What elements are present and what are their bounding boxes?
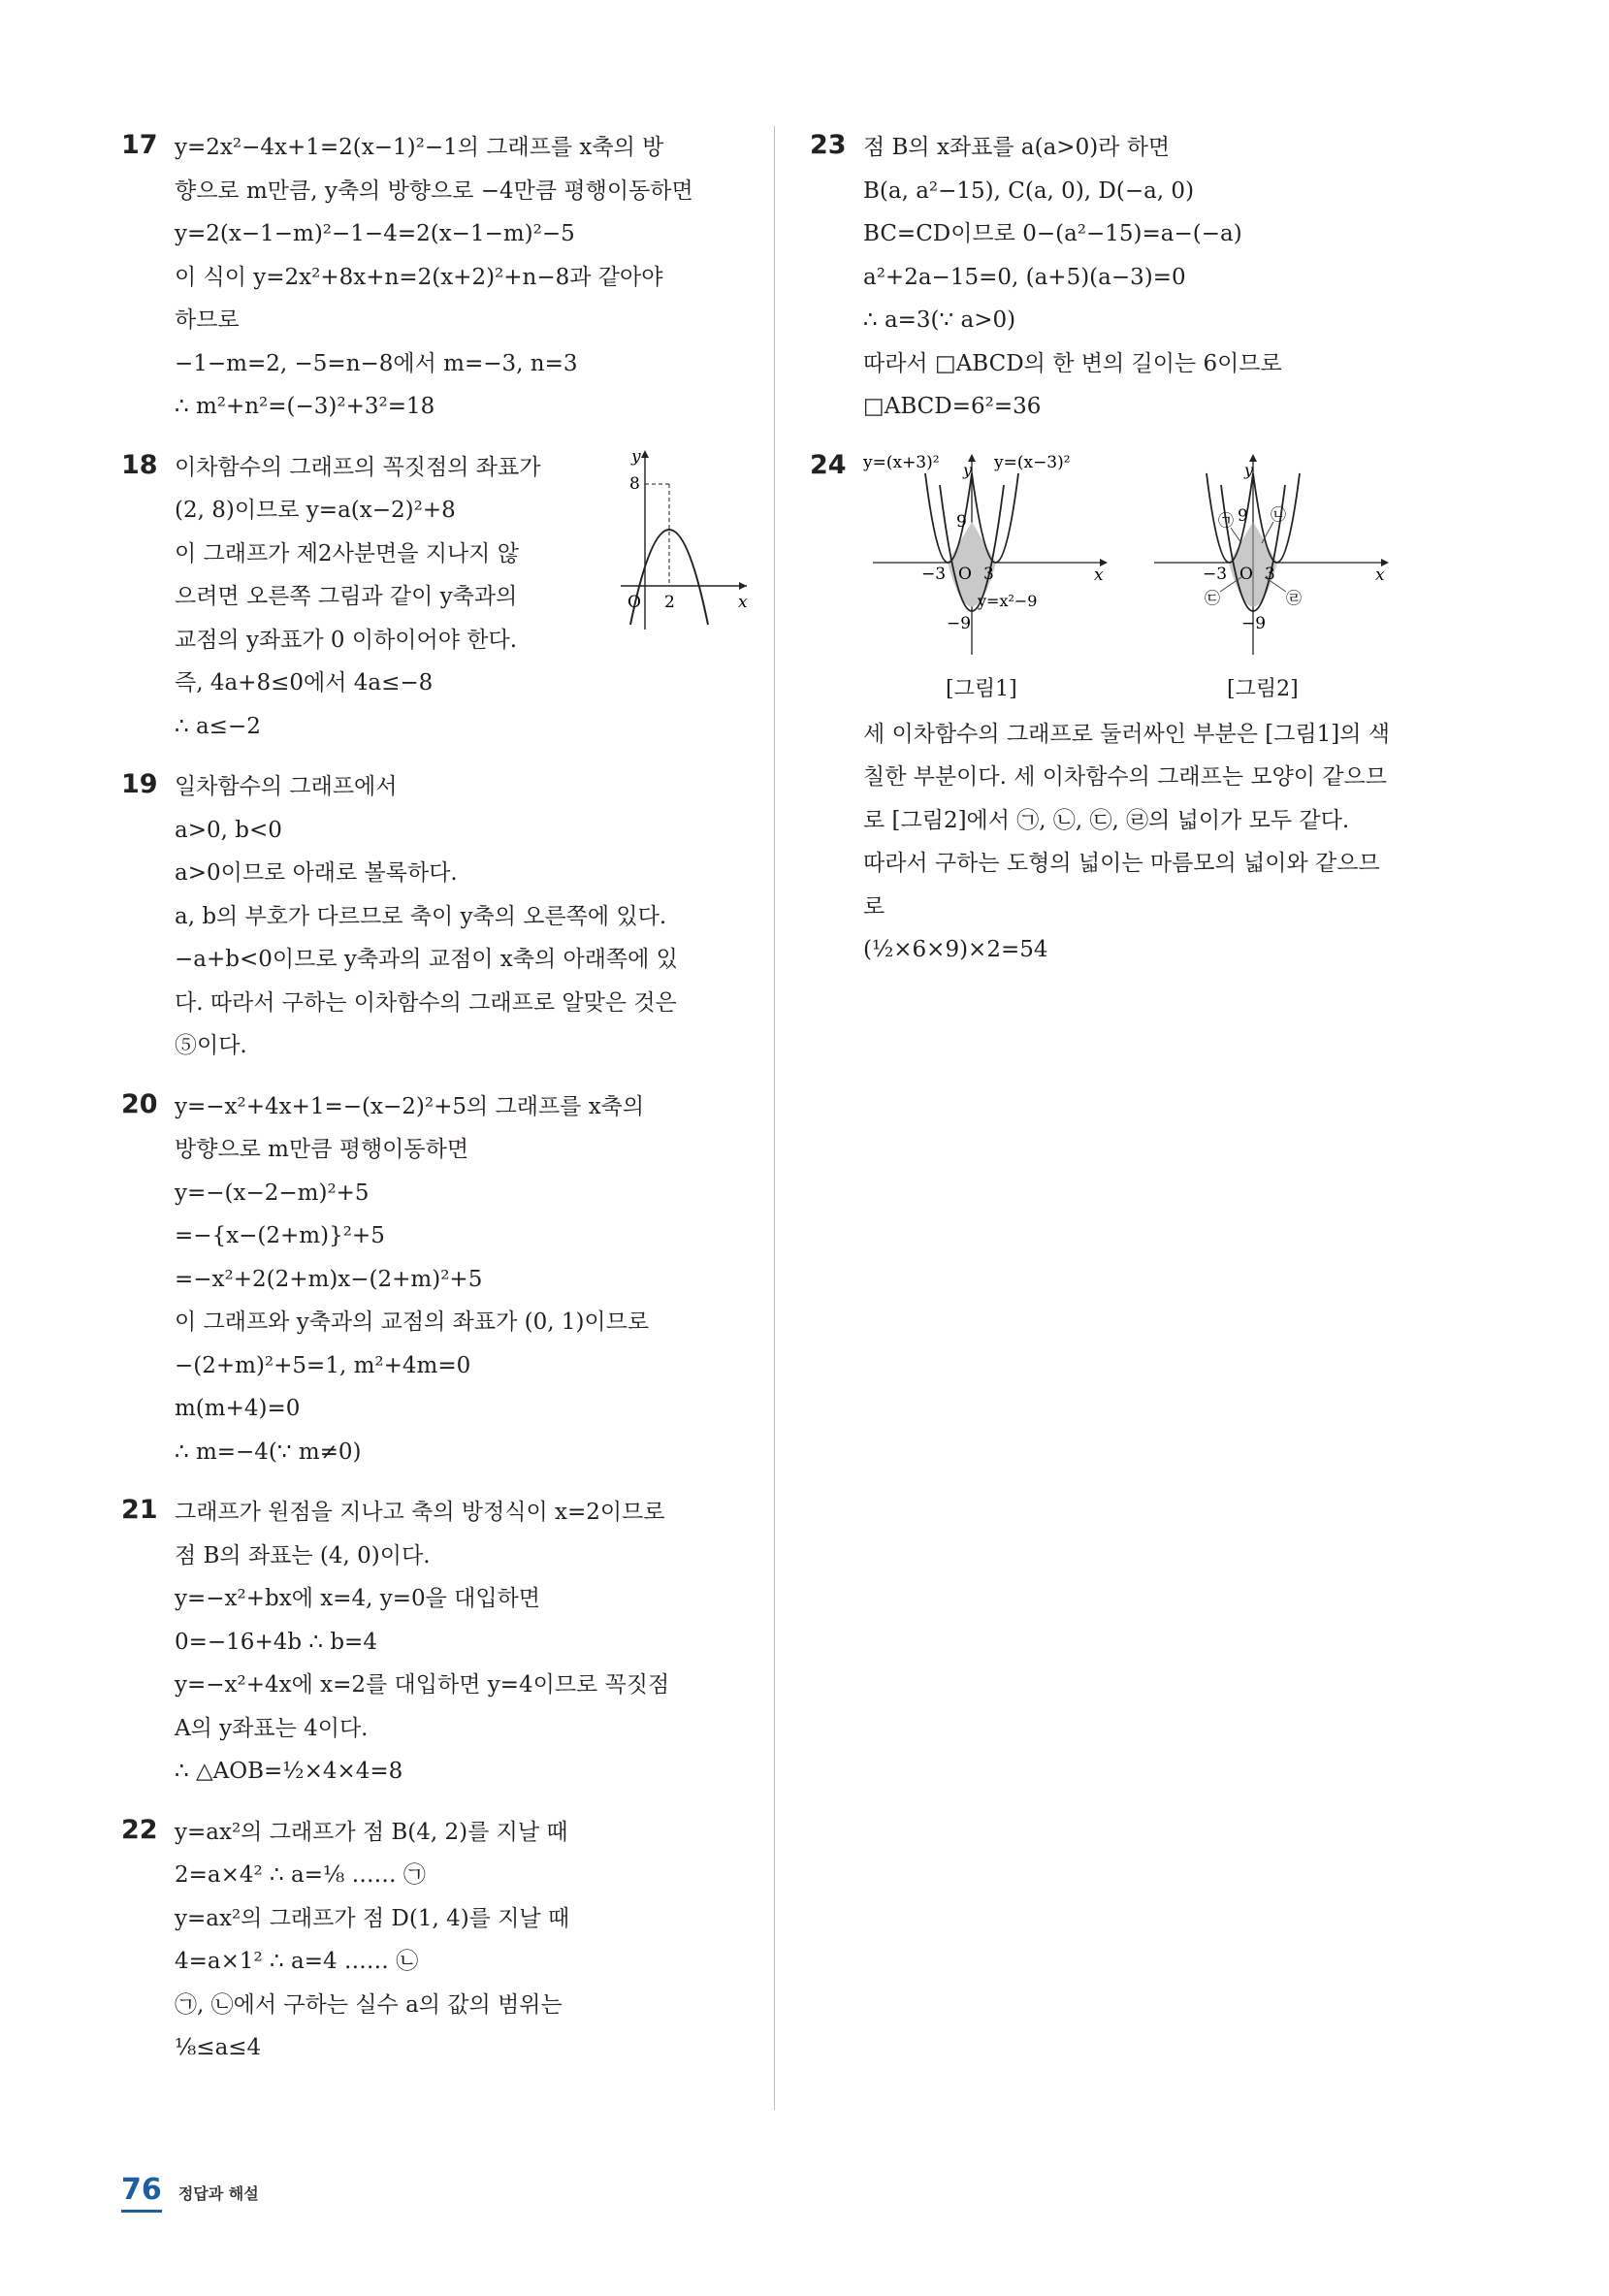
problem-number: 19 — [121, 769, 158, 799]
problem-number: 20 — [121, 1088, 158, 1119]
origin-label: O — [628, 592, 641, 612]
parabola-figure-18 — [616, 440, 752, 634]
solution-line: 0=−16+4b ∴ b=4 — [175, 1629, 377, 1655]
region-marker: ㉡ — [1271, 504, 1287, 524]
footer-label: 정답과 해설 — [177, 2184, 259, 2203]
solution-line: y=−x²+4x에 x=2를 대입하면 y=4이므로 꼭짓점 — [175, 1672, 670, 1698]
solution-line: 으려면 오른쪽 그림과 같이 y축과의 — [175, 584, 518, 609]
left-column — [121, 126, 748, 2087]
problem-17 — [121, 126, 742, 429]
solution-line: y=−x²+4x+1=−(x−2)²+5의 그래프를 x축의 — [175, 1093, 645, 1119]
problem-21 — [121, 1491, 742, 1794]
solution-line: y=−(x−2−m)²+5 — [175, 1180, 370, 1206]
solution-line: (½×6×9)×2=54 — [863, 937, 1048, 962]
solution-line: −a+b<0이므로 y축과의 교점이 x축의 아래쪽에 있 — [175, 947, 678, 972]
region-marker: ㉣ — [1286, 588, 1303, 607]
y-axis-label: y — [963, 460, 973, 479]
x-axis-label: x — [1375, 565, 1385, 585]
curve-label: y=(x−3)² — [994, 452, 1071, 472]
page-number: 76 — [121, 2173, 162, 2207]
solution-line: =−x²+2(2+m)x−(2+m)²+5 — [175, 1266, 483, 1292]
solution-line: ⅛≤a≤4 — [175, 2035, 262, 2060]
figure-2-caption: [그림2] — [1227, 676, 1299, 701]
column-divider — [774, 126, 775, 2110]
origin-label: O — [1239, 564, 1253, 584]
tick-label: −9 — [947, 613, 972, 633]
solution-line: ∴ a≤−2 — [175, 713, 261, 739]
region-marker: ㉢ — [1205, 588, 1221, 607]
solution-line: ⑤이다. — [175, 1033, 247, 1058]
problem-number: 21 — [121, 1495, 158, 1525]
tick-label: −3 — [921, 564, 947, 584]
page-footer — [121, 2173, 259, 2207]
solution-line: 점 B의 x좌표를 a(a>0)라 하면 — [863, 135, 1171, 160]
tick-label: 9 — [1238, 505, 1248, 526]
solution-line: 하므로 — [175, 307, 240, 333]
problem-number: 18 — [121, 449, 158, 480]
x-axis-label: x — [738, 592, 748, 612]
figure-2 — [1144, 446, 1397, 660]
problem-number: 23 — [810, 130, 847, 160]
solution-line: a>0, b<0 — [175, 817, 282, 843]
solution-line: 이 식이 y=2x²+8x+n=2(x+2)²+n−8과 같아야 — [175, 264, 663, 290]
tick-label: 8 — [629, 473, 640, 494]
solution-line: a²+2a−15=0, (a+5)(a−3)=0 — [863, 264, 1186, 290]
problem-number: 17 — [121, 130, 158, 160]
solution-line: BC=CD이므로 0−(a²−15)=a−(−a) — [863, 221, 1242, 246]
solution-line: 이차함수의 그래프의 꼭짓점의 좌표가 — [175, 454, 541, 480]
solution-line: 2=a×4² ∴ a=⅛ …… ㉠ — [175, 1862, 426, 1888]
solution-line: ∴ △AOB=½×4×4=8 — [175, 1759, 403, 1784]
region-marker: ㉠ — [1218, 510, 1235, 530]
solution-line: 향으로 m만큼, y축의 방향으로 −4만큼 평행이동하면 — [175, 178, 693, 204]
solution-line: 그래프가 원점을 지나고 축의 방정식이 x=2이므로 — [175, 1500, 665, 1525]
right-column — [810, 126, 1431, 989]
tick-label: 2 — [664, 592, 675, 612]
tick-label: −3 — [1203, 564, 1228, 584]
solution-line: 점 B의 좌표는 (4, 0)이다. — [175, 1542, 431, 1568]
problem-18 — [121, 446, 748, 749]
solution-line: 칠한 부분이다. 세 이차함수의 그래프는 모양이 같으므 — [863, 764, 1387, 790]
solution-line: 따라서 구하는 도형의 넓이는 마름모의 넓이와 같으므 — [863, 851, 1380, 876]
solution-line: a, b의 부호가 다르므로 축이 y축의 오른쪽에 있다. — [175, 903, 667, 929]
solution-line: 일차함수의 그래프에서 — [175, 774, 398, 799]
solution-line: y=ax²의 그래프가 점 D(1, 4)를 지날 때 — [175, 1905, 570, 1931]
solution-line: =−{x−(2+m)}²+5 — [175, 1223, 385, 1248]
solution-line: y=2x²−4x+1=2(x−1)²−1의 그래프를 x축의 방 — [175, 135, 664, 160]
page-number-underline — [121, 2210, 162, 2213]
curve-label: y=(x+3)² — [863, 452, 940, 472]
tick-label: 3 — [983, 564, 994, 584]
problem-23 — [810, 126, 1431, 429]
solution-line: −(2+m)²+5=1, m²+4m=0 — [175, 1352, 471, 1378]
problem-24 — [810, 446, 1431, 972]
problem-20 — [121, 1085, 742, 1474]
solution-line: 로 — [863, 893, 885, 920]
solution-line: 4=a×1² ∴ a=4 …… ㉡ — [175, 1949, 419, 1974]
solution-line: □ABCD=6²=36 — [863, 394, 1042, 419]
solution-line: ㉠, ㉡에서 구하는 실수 a의 값의 범위는 — [175, 1991, 563, 2018]
solution-line: 즉, 4a+8≤0에서 4a≤−8 — [175, 670, 434, 695]
tick-label: 3 — [1265, 564, 1275, 584]
origin-label: O — [958, 564, 972, 584]
y-axis-label: y — [1244, 460, 1254, 479]
solution-line: ∴ m²+n²=(−3)²+3²=18 — [175, 394, 435, 419]
solution-line: ∴ m=−4(∵ m≠0) — [175, 1439, 362, 1465]
solution-line: B(a, a²−15), C(a, 0), D(−a, 0) — [863, 178, 1195, 204]
problem-number: 22 — [121, 1814, 158, 1845]
figure-1-caption: [그림1] — [946, 676, 1017, 701]
y-axis-label: y — [631, 446, 641, 467]
problem-19 — [121, 765, 742, 1068]
curve-label: y=x²−9 — [978, 591, 1038, 610]
tick-label: 9 — [956, 511, 967, 532]
problem-22 — [121, 1811, 742, 2070]
solution-line: 이 그래프와 y축과의 교점의 좌표가 (0, 1)이므로 — [175, 1310, 650, 1335]
solution-line: −1−m=2, −5=n−8에서 m=−3, n=3 — [175, 350, 578, 376]
solution-line: 세 이차함수의 그래프로 둘러싸인 부분은 [그림1]의 색 — [863, 721, 1391, 747]
problem-number: 24 — [810, 449, 847, 480]
x-axis-label: x — [1094, 565, 1104, 585]
solution-line: (2, 8)이므로 y=a(x−2)²+8 — [175, 498, 456, 523]
solution-line: A의 y좌표는 4이다. — [175, 1715, 369, 1741]
solution-line: y=2(x−1−m)²−1−4=2(x−1−m)²−5 — [175, 221, 575, 246]
figure-group-24 — [863, 446, 1431, 713]
tick-label: −9 — [1241, 613, 1267, 633]
solution-line: a>0이므로 아래로 볼록하다. — [175, 860, 458, 886]
solution-line: 교점의 y좌표가 0 이하이어야 한다. — [175, 627, 518, 653]
solution-line: 방향으로 m만큼 평행이동하면 — [175, 1137, 469, 1162]
figure-1 — [863, 446, 1115, 660]
solution-line: m(m+4)=0 — [175, 1396, 301, 1421]
solution-line: 로 [그림2]에서 ㉠, ㉡, ㉢, ㉣의 넓이가 모두 같다. — [863, 807, 1350, 833]
solution-line: y=ax²의 그래프가 점 B(4, 2)를 지날 때 — [175, 1819, 568, 1845]
solution-line: ∴ a=3(∵ a>0) — [863, 307, 1016, 333]
solution-line: y=−x²+bx에 x=4, y=0을 대입하면 — [175, 1586, 541, 1611]
solution-line: 다. 따라서 구하는 이차함수의 그래프로 알맞은 것은 — [175, 989, 677, 1016]
solution-line: 따라서 □ABCD의 한 변의 길이는 6이므로 — [863, 350, 1282, 376]
solution-line: 이 그래프가 제2사분면을 지나지 않 — [175, 540, 519, 566]
